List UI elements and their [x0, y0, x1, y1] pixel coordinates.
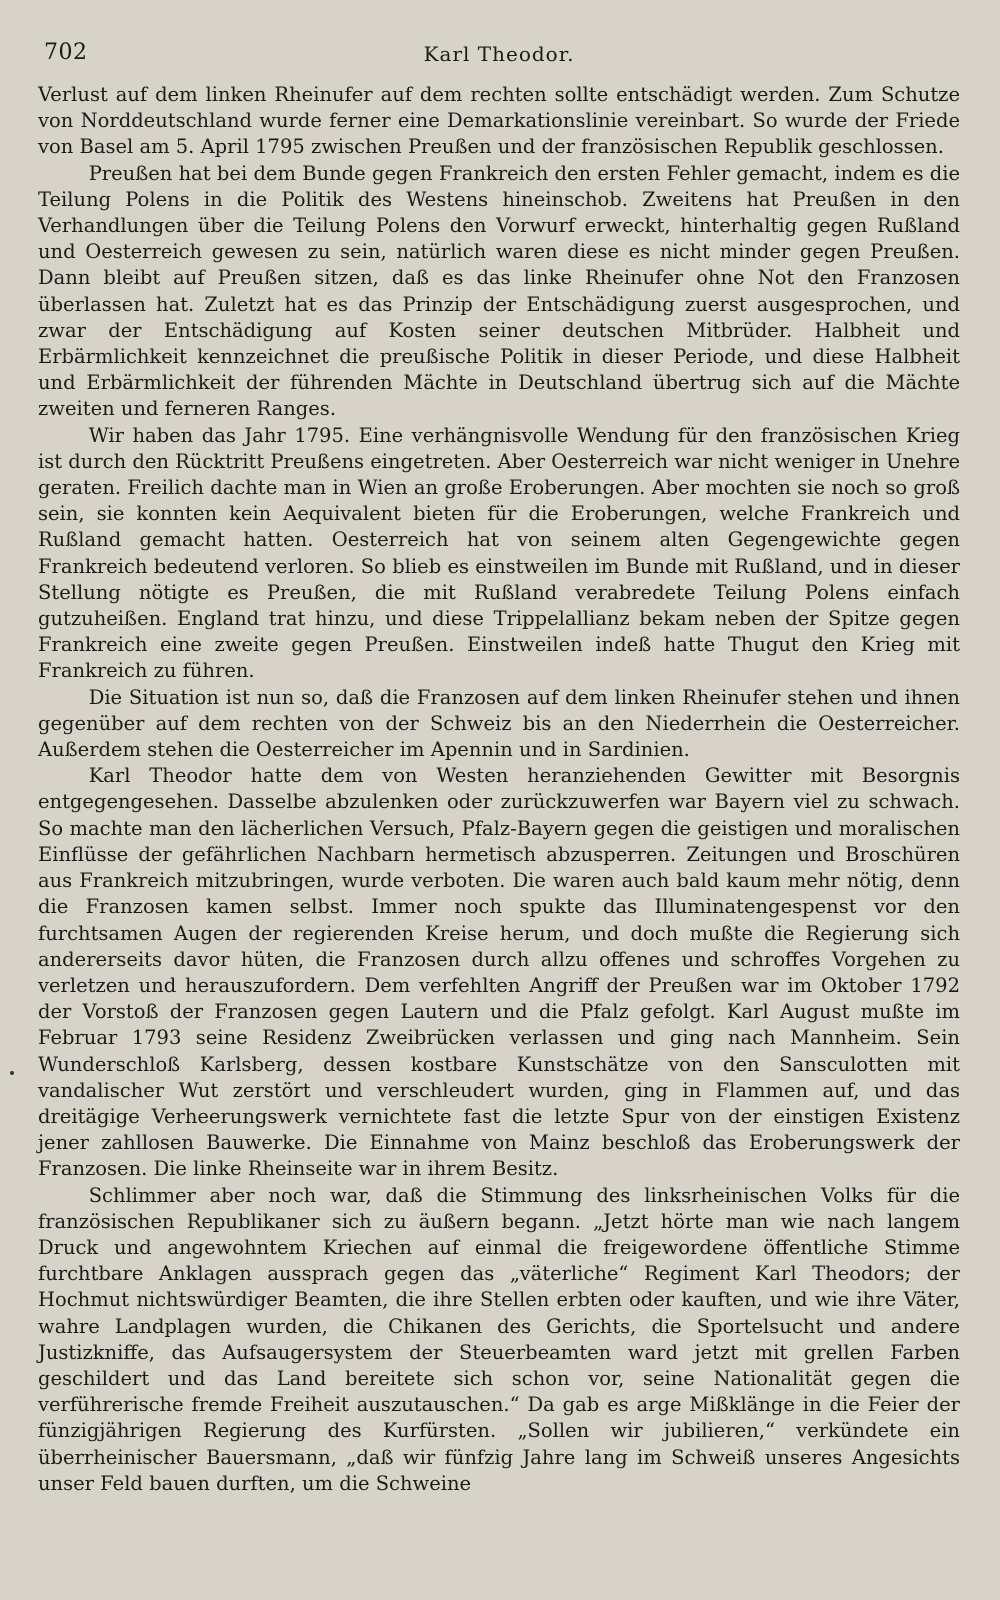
- paragraph-prussia-errors: Preußen hat bei dem Bunde gegen Frankreich den ersten Fehler gemacht, indem es die Teilung Polens in die Politik des Westens hineinschob. Zweitens hat Preußen in den Verhandlungen über die Teilung Polens den Vorwurf erweckt, hinterhaltig gegen Rußland und Oesterreich gewesen zu sein, natürlich waren diese es nicht minder gegen Preußen. Dann bleibt auf Preußen sitzen, daß es das linke Rheinufer ohne Not den Franzosen überlassen hat. Zuletzt hat es das Prinzip der Entschädigung zuerst ausgesprochen, und zwar der Entschädigung auf Kosten seiner deutschen Mitbrüder. Halbheit und Erbärmlichkeit kennzeichnet die preußische Politik in dieser Periode, und diese Halbheit und Erbärmlichkeit der führenden Mächte in Deutschland übertrug sich auf die Mächte zweiten und ferneren Ranges.: [38, 161, 960, 421]
- page-header: [38, 34, 960, 74]
- paragraph-continuation: Verlust auf dem linken Rheinufer auf dem rechten sollte entschädigt werden. Zum Schutze von Norddeutschland wurde ferner eine Demarkationslinie vereinbart. So wurde der Friede von Basel am 5. April 1795 zwischen Preußen und der französischen Republik geschlossen.: [38, 83, 960, 159]
- body-text: [38, 82, 960, 1497]
- running-title: Karl Theodor.: [423, 42, 575, 66]
- page-number: 702: [44, 40, 88, 65]
- paragraph-year-1795: Wir haben das Jahr 1795. Eine verhängnisvolle Wendung für den französischen Krieg ist durch den Rücktritt Preußens eingetreten. Aber Oesterreich war nicht weniger in Unehre geraten. Freilich dachte man in Wien an große Eroberungen. Aber mochten sie noch so groß sein, sie konnten kein Aequivalent bieten für die Eroberungen, welche Frankreich und Rußland gemacht hatten. Oesterreich hat von seinem alten Gegengewichte gegen Frankreich bedeutend verloren. So blieb es einstweilen im Bunde mit Rußland, und in dieser Stellung nötigte es Preußen, die mit Rußland verabredete Teilung Polens einfach gutzuheißen. England trat hinzu, und diese Trippelallianz bekam neben der Spitze gegen Frankreich eine zweite gegen Preußen. Einstweilen indeß hatte Thugut den Krieg mit Frankreich zu führen.: [38, 423, 960, 683]
- margin-mark: [10, 1071, 14, 1075]
- paragraph-situation: Die Situation ist nun so, daß die Franzosen auf dem linken Rheinufer stehen und ihnen gegenüber auf dem rechten von der Schweiz bis an den Niederrhein die Oesterreicher. Außerdem stehen die Oesterreicher im Apennin und in Sardinien.: [38, 685, 960, 762]
- paragraph-karl-theodor: Karl Theodor hatte dem von Westen heranziehenden Gewitter mit Besorgnis entgegengesehen. Dasselbe abzulenken oder zurückzuwerfen war Bayern viel zu schwach. So machte man den lächerlichen Versuch, Pfalz-Bayern gegen die geistigen und moralischen Einflüsse der gefährlichen Nachbarn hermetisch abzusperren. Zeitungen und Broschüren aus Frankreich mitzubringen, wurde verboten. Die waren auch bald kaum mehr nötig, denn die Franzosen kamen selbst. Immer noch spukte das Illuminatengespenst vor den furchtsamen Augen der regierenden Kreise herum, und doch mußte die Regierung sich andererseits davor hüten, die Franzosen durch allzu offenes und schroffes Vorgehen zu verletzen und herauszufordern. Dem verfehlten Angriff der Preußen war im Oktober 1792 der Vorstoß der Franzosen gegen Lautern und die Pfalz gefolgt. Karl August mußte im Februar 1793 seine Residenz Zweibrücken verlassen und ging nach Mannheim. Sein Wunderschloß Karlsberg, dessen kostbare Kunstschätze von den Sansculotten mit vandalischer Wut zerstört und verschleudert wurden, ging in Flammen auf, und das dreitägige Verheerungswerk vernichtete fast die letzte Spur von der einstigen Existenz jener zahllosen Bauwerke. Die Einnahme von Mainz beschloß das Eroberungswerk der Franzosen. Die linke Rheinseite war in ihrem Besitz.: [38, 764, 960, 1181]
- paragraph-public-mood: Schlimmer aber noch war, daß die Stimmung des linksrheinischen Volks für die französischen Republikaner sich zu äußern begann. „Jetzt hörte man wie nach langem Druck und angewohntem Kriechen auf einmal die freigewordene öffentliche Stimme furchtbare Anklagen aussprach gegen das „väterliche“ Regiment Karl Theodors; der Hochmut nichtswürdiger Beamten, die ihre Stellen erbten oder kauften, und wie ihre Väter, wahre Landplagen wurden, die Chikanen des Gerichts, die Sportelsucht und andere Justizkniffe, das Aufsaugersystem der Steuerbeamten ward jetzt mit grellen Farben geschildert und das Land bereitete sich schon vor, seine Nationalität gegen die verführerische fremde Freiheit auszutauschen.“ Da gab es arge Mißklänge in die Feier der fünzigjährigen Regierung des Kurfürsten. „Sollen wir jubilieren,“ verkündete ein überrheinischer Bauersmann, „daß wir fünfzig Jahre lang im Schweiß unseres Angesichts unser Feld bauen durften, um die Schweine: [38, 1183, 960, 1495]
